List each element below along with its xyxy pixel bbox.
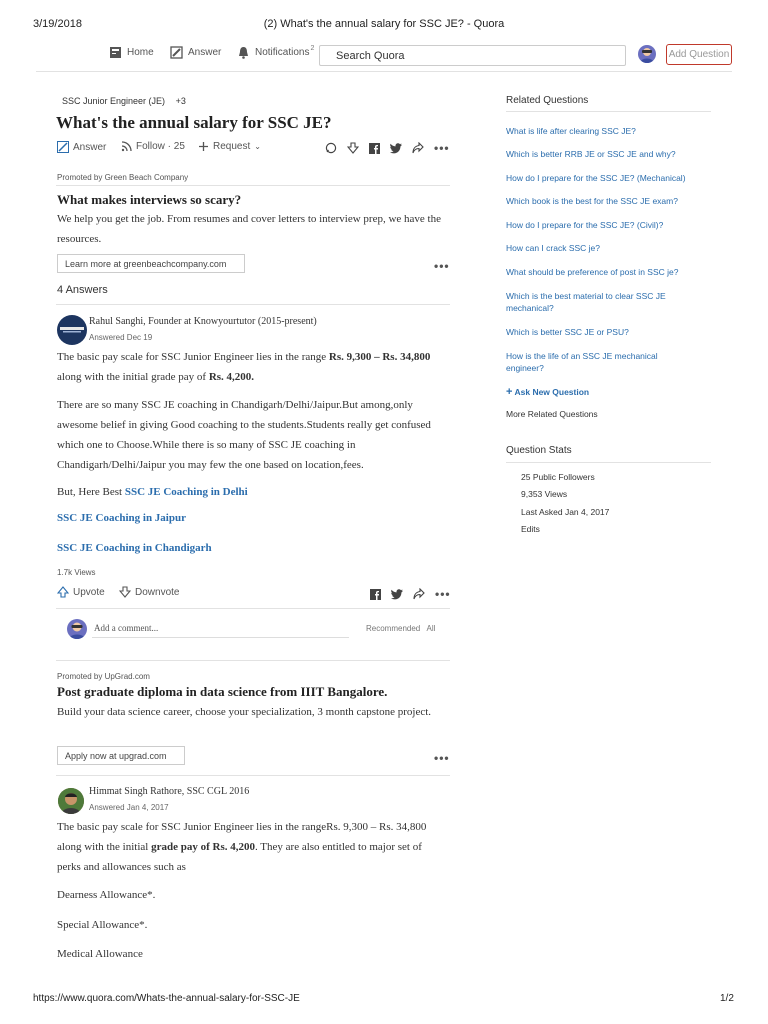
- divider: [56, 660, 450, 661]
- twitter-icon[interactable]: [391, 589, 403, 600]
- promo2-body: Build your data science career, choose your specialization, 3 month capstone project.: [57, 706, 432, 718]
- related-question-link[interactable]: Which book is the best for the SSC JE exam?: [506, 196, 678, 206]
- divider: [506, 111, 711, 112]
- link-coaching-jaipur[interactable]: SSC JE Coaching in Jaipur: [57, 512, 186, 524]
- downvote-label: Downvote: [135, 586, 180, 598]
- nav-notifications-label: Notifications: [255, 47, 310, 58]
- author-avatar[interactable]: [58, 788, 84, 814]
- notification-count: 2: [310, 45, 315, 52]
- chevron-down-icon: ⌄: [254, 142, 261, 151]
- share-icon[interactable]: [412, 142, 424, 154]
- question-stats-title: Question Stats: [506, 445, 572, 456]
- stat-edits[interactable]: Edits: [521, 524, 540, 534]
- request-action-label: Request: [213, 141, 251, 152]
- print-url: https://www.quora.com/Whats-the-annual-salary-for-SSC-JE: [33, 993, 300, 1004]
- twitter-icon[interactable]: [390, 143, 402, 154]
- answer1-date[interactable]: Answered Dec 19: [89, 333, 153, 342]
- related-question-link[interactable]: Which is the best material to clear SSC JE mechanical?: [506, 291, 666, 313]
- nav-answer[interactable]: [170, 46, 221, 59]
- topic-label[interactable]: SSC Junior Engineer (JE): [62, 96, 166, 106]
- divider: [56, 304, 450, 305]
- share-icon[interactable]: [413, 588, 425, 600]
- answer2-date[interactable]: Answered Jan 4, 2017: [89, 803, 169, 812]
- answer2-paragraph-2: Dearness Allowance*.: [57, 889, 156, 901]
- question-topic[interactable]: [62, 96, 186, 106]
- downvote-button[interactable]: [119, 586, 179, 598]
- divider: [506, 462, 711, 463]
- related-question-link[interactable]: How do I prepare for the SSC JE? (Mechanical): [506, 173, 686, 183]
- more-options-icon[interactable]: •••: [435, 587, 451, 601]
- related-question-link[interactable]: Which is better RRB JE or SSC JE and why?: [506, 149, 676, 159]
- related-question-link[interactable]: What is life after clearing SSC JE?: [506, 126, 636, 136]
- plus-icon: +: [506, 386, 513, 398]
- print-page-number: 1/2: [720, 993, 734, 1004]
- nav-home[interactable]: [109, 46, 154, 59]
- answer1-views: 1.7k Views: [57, 568, 96, 577]
- answer2-paragraph-1: The basic pay scale for SSC Junior Engineer lies in the rangeRs. 9,300 – Rs. 34,800 along with the initial grade pay of Rs. 4,200. They are also entitled to major set of perks and allowances such as: [57, 821, 427, 873]
- ask-new-question-button[interactable]: [506, 386, 589, 398]
- upvote-icon: [57, 586, 69, 598]
- pencil-icon: [57, 141, 69, 153]
- answer1-paragraph-3: But, Here Best SSC JE Coaching in Delhi: [57, 486, 248, 498]
- promo2-label: Promoted by UpGrad.com: [57, 672, 150, 681]
- more-options-icon[interactable]: •••: [434, 751, 450, 765]
- print-date: 3/19/2018: [33, 18, 82, 30]
- divider: [56, 775, 450, 776]
- stat-last-asked: Last Asked Jan 4, 2017: [521, 507, 610, 517]
- ask-new-question-label: Ask New Question: [514, 387, 590, 397]
- add-question-button[interactable]: Add Question: [666, 44, 732, 65]
- follow-action-label: Follow · 25: [136, 141, 185, 152]
- answer1-paragraph-1: The basic pay scale for SSC Junior Engineer lies in the range Rs. 9,300 – Rs. 34,800 along with the initial grade pay of Rs. 4,200.: [57, 351, 431, 383]
- promo1-label: Promoted by Green Beach Company: [57, 173, 189, 182]
- request-icon: [198, 141, 209, 152]
- link-coaching-chandigarh[interactable]: SSC JE Coaching in Chandigarh: [57, 542, 212, 554]
- nav-answer-label: Answer: [188, 47, 222, 58]
- search-input[interactable]: Search Quora: [319, 45, 626, 66]
- nav-notifications[interactable]: [237, 46, 314, 59]
- stat-followers[interactable]: 25 Public Followers: [521, 472, 595, 482]
- related-question-link[interactable]: How is the life of an SSC JE mechanical engineer?: [506, 351, 658, 373]
- promo1-body: We help you get the job. From resumes and cover letters to interview prep, we have the resources.: [57, 213, 441, 245]
- related-questions-title: Related Questions: [506, 95, 589, 106]
- answer-action-label: Answer: [73, 141, 107, 153]
- print-page-title: (2) What's the annual salary for SSC JE? - Quora: [263, 18, 505, 30]
- sort-all[interactable]: All: [426, 624, 436, 633]
- commenter-avatar: [67, 619, 87, 639]
- topic-more[interactable]: +3: [175, 96, 186, 106]
- nav-home-label: Home: [127, 47, 154, 58]
- author-avatar[interactable]: [57, 315, 87, 345]
- answers-count: 4 Answers: [57, 284, 108, 296]
- facebook-icon[interactable]: [370, 589, 381, 600]
- answer2-author[interactable]: Himmat Singh Rathore, SSC CGL 2016: [89, 786, 250, 797]
- promo1-cta-button[interactable]: Learn more at greenbeachcompany.com: [57, 254, 245, 273]
- divider: [56, 608, 450, 609]
- facebook-icon[interactable]: [369, 143, 380, 154]
- question-title: What's the annual salary for SSC JE?: [56, 113, 332, 132]
- downvote-icon: [119, 586, 131, 598]
- downvote-icon[interactable]: [347, 142, 359, 154]
- promo1-title[interactable]: What makes interviews so scary?: [57, 192, 242, 207]
- related-question-link[interactable]: How can I crack SSC je?: [506, 243, 601, 253]
- related-question-link[interactable]: How do I prepare for the SSC JE? (Civil)?: [506, 220, 664, 230]
- comment-sort[interactable]: [366, 624, 435, 633]
- stat-views: 9,353 Views: [521, 489, 568, 499]
- comment-input[interactable]: Add a comment...: [92, 621, 349, 638]
- promo2-title[interactable]: Post graduate diploma in data science from IIIT Bangalore.: [57, 684, 388, 699]
- follow-action[interactable]: [121, 141, 185, 152]
- upvote-label: Upvote: [73, 586, 105, 598]
- more-options-icon[interactable]: •••: [434, 141, 450, 155]
- answer2-paragraph-4: Medical Allowance: [57, 948, 143, 960]
- answer2-paragraph-3: Special Allowance*.: [57, 919, 148, 931]
- bell-icon: [237, 46, 250, 59]
- user-avatar[interactable]: [638, 45, 656, 63]
- home-icon: [109, 46, 122, 59]
- answer1-author[interactable]: Rahul Sanghi, Founder at Knowyourtutor (2015-present): [89, 316, 317, 327]
- comment-icon[interactable]: [325, 142, 337, 154]
- upvote-button[interactable]: [57, 586, 105, 598]
- answer-action[interactable]: [57, 141, 106, 153]
- top-navbar: [36, 40, 732, 72]
- answer1-paragraph-2: There are so many SSC JE coaching in Chandigarh/Delhi/Jaipur.But among,only awesome belief in giving Good coaching to the students.Students really get confused which one to Choose.While there is so many of SSC JE coaching in Chandigarh/Delhi/Jaipur you may few the one based on location,fees.: [57, 399, 431, 471]
- related-question-link[interactable]: Which is better SSC JE or PSU?: [506, 327, 629, 337]
- answer1-share-row: [370, 587, 451, 601]
- related-question-link[interactable]: What should be preference of post in SSC je?: [506, 267, 679, 277]
- sort-recommended[interactable]: Recommended: [366, 624, 421, 633]
- request-action[interactable]: [198, 141, 261, 152]
- more-options-icon[interactable]: •••: [434, 259, 450, 273]
- promo2-cta-button[interactable]: Apply now at upgrad.com: [57, 746, 185, 765]
- question-share-row: [325, 141, 450, 155]
- link-coaching-delhi[interactable]: SSC JE Coaching in Delhi: [124, 486, 248, 498]
- rss-icon: [121, 141, 132, 152]
- pencil-icon: [170, 46, 183, 59]
- more-related-questions-link[interactable]: More Related Questions: [506, 409, 598, 419]
- divider: [56, 185, 450, 186]
